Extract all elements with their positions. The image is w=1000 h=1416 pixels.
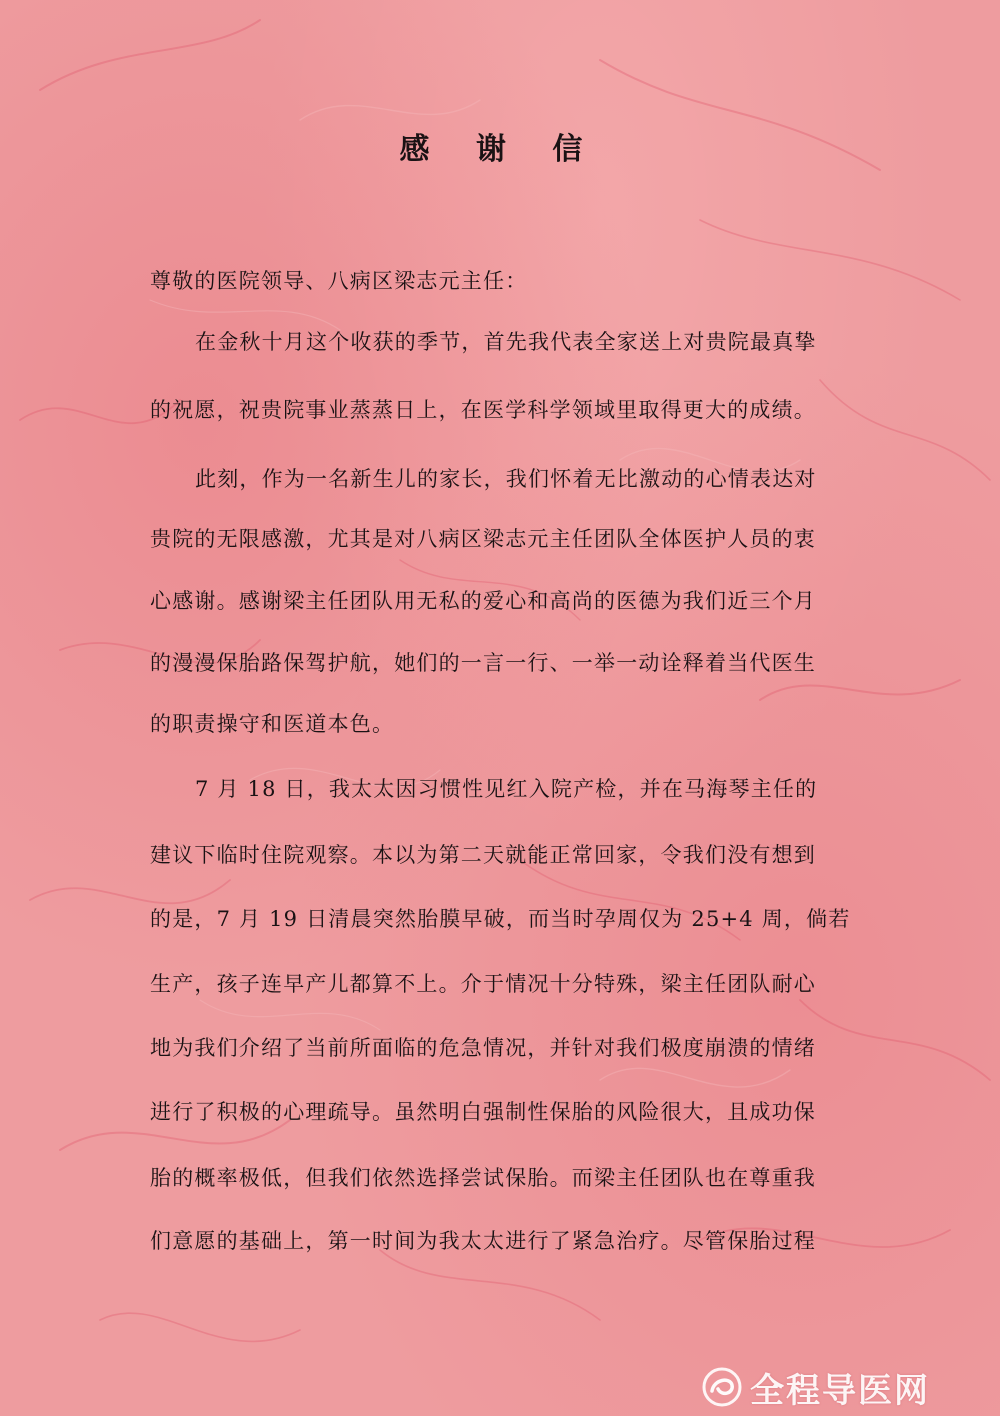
watermark-text: 全程导医网: [750, 1370, 930, 1411]
letter-line: 的职责操守和医道本色。: [150, 712, 395, 736]
watermark-logo: [700, 1362, 930, 1412]
letter-line: 的漫漫保胎路保驾护航，她们的一言一行、一举一动诠释着当代医生: [150, 651, 816, 675]
letter-line: 7 月 18 日，我太太因习惯性见红入院产检，并在马海琴主任的: [195, 777, 818, 801]
letter-line: 此刻，作为一名新生儿的家长，我们怀着无比激动的心情表达对: [195, 467, 817, 491]
letter-line: 生产，孩子连早产儿都算不上。介于情况十分特殊，梁主任团队耐心: [150, 972, 816, 996]
letter-line: 的祝愿，祝贵院事业蒸蒸日上，在医学科学领域里取得更大的成绩。: [150, 398, 816, 422]
letter-greeting: 尊敬的医院领导、八病区梁志元主任：: [150, 269, 528, 293]
letter-line: 建议下临时住院观察。本以为第二天就能正常回家，令我们没有想到: [150, 843, 816, 867]
letter-line: 在金秋十月这个收获的季节，首先我代表全家送上对贵院最真挚: [195, 330, 817, 354]
letter-line: 心感谢。感谢梁主任团队用无私的爱心和高尚的医德为我们近三个月: [150, 589, 816, 613]
swirl-logo-icon: [700, 1365, 744, 1409]
letter-line: 胎的概率极低，但我们依然选择尝试保胎。而梁主任团队也在尊重我: [150, 1166, 816, 1190]
letter-line: 进行了积极的心理疏导。虽然明白强制性保胎的风险很大，且成功保: [150, 1100, 816, 1124]
letter-title: 感 谢 信: [399, 132, 601, 167]
letter-line: 地为我们介绍了当前所面临的危急情况，并针对我们极度崩溃的情绪: [150, 1036, 816, 1060]
letter-line: 们意愿的基础上，第一时间为我太太进行了紧急治疗。尽管保胎过程: [150, 1229, 816, 1253]
letter-line: 贵院的无限感激，尤其是对八病区梁志元主任团队全体医护人员的衷: [150, 527, 816, 551]
letter-line: 的是，7 月 19 日清晨突然胎膜早破，而当时孕周仅为 25+4 周，倘若: [150, 907, 851, 931]
